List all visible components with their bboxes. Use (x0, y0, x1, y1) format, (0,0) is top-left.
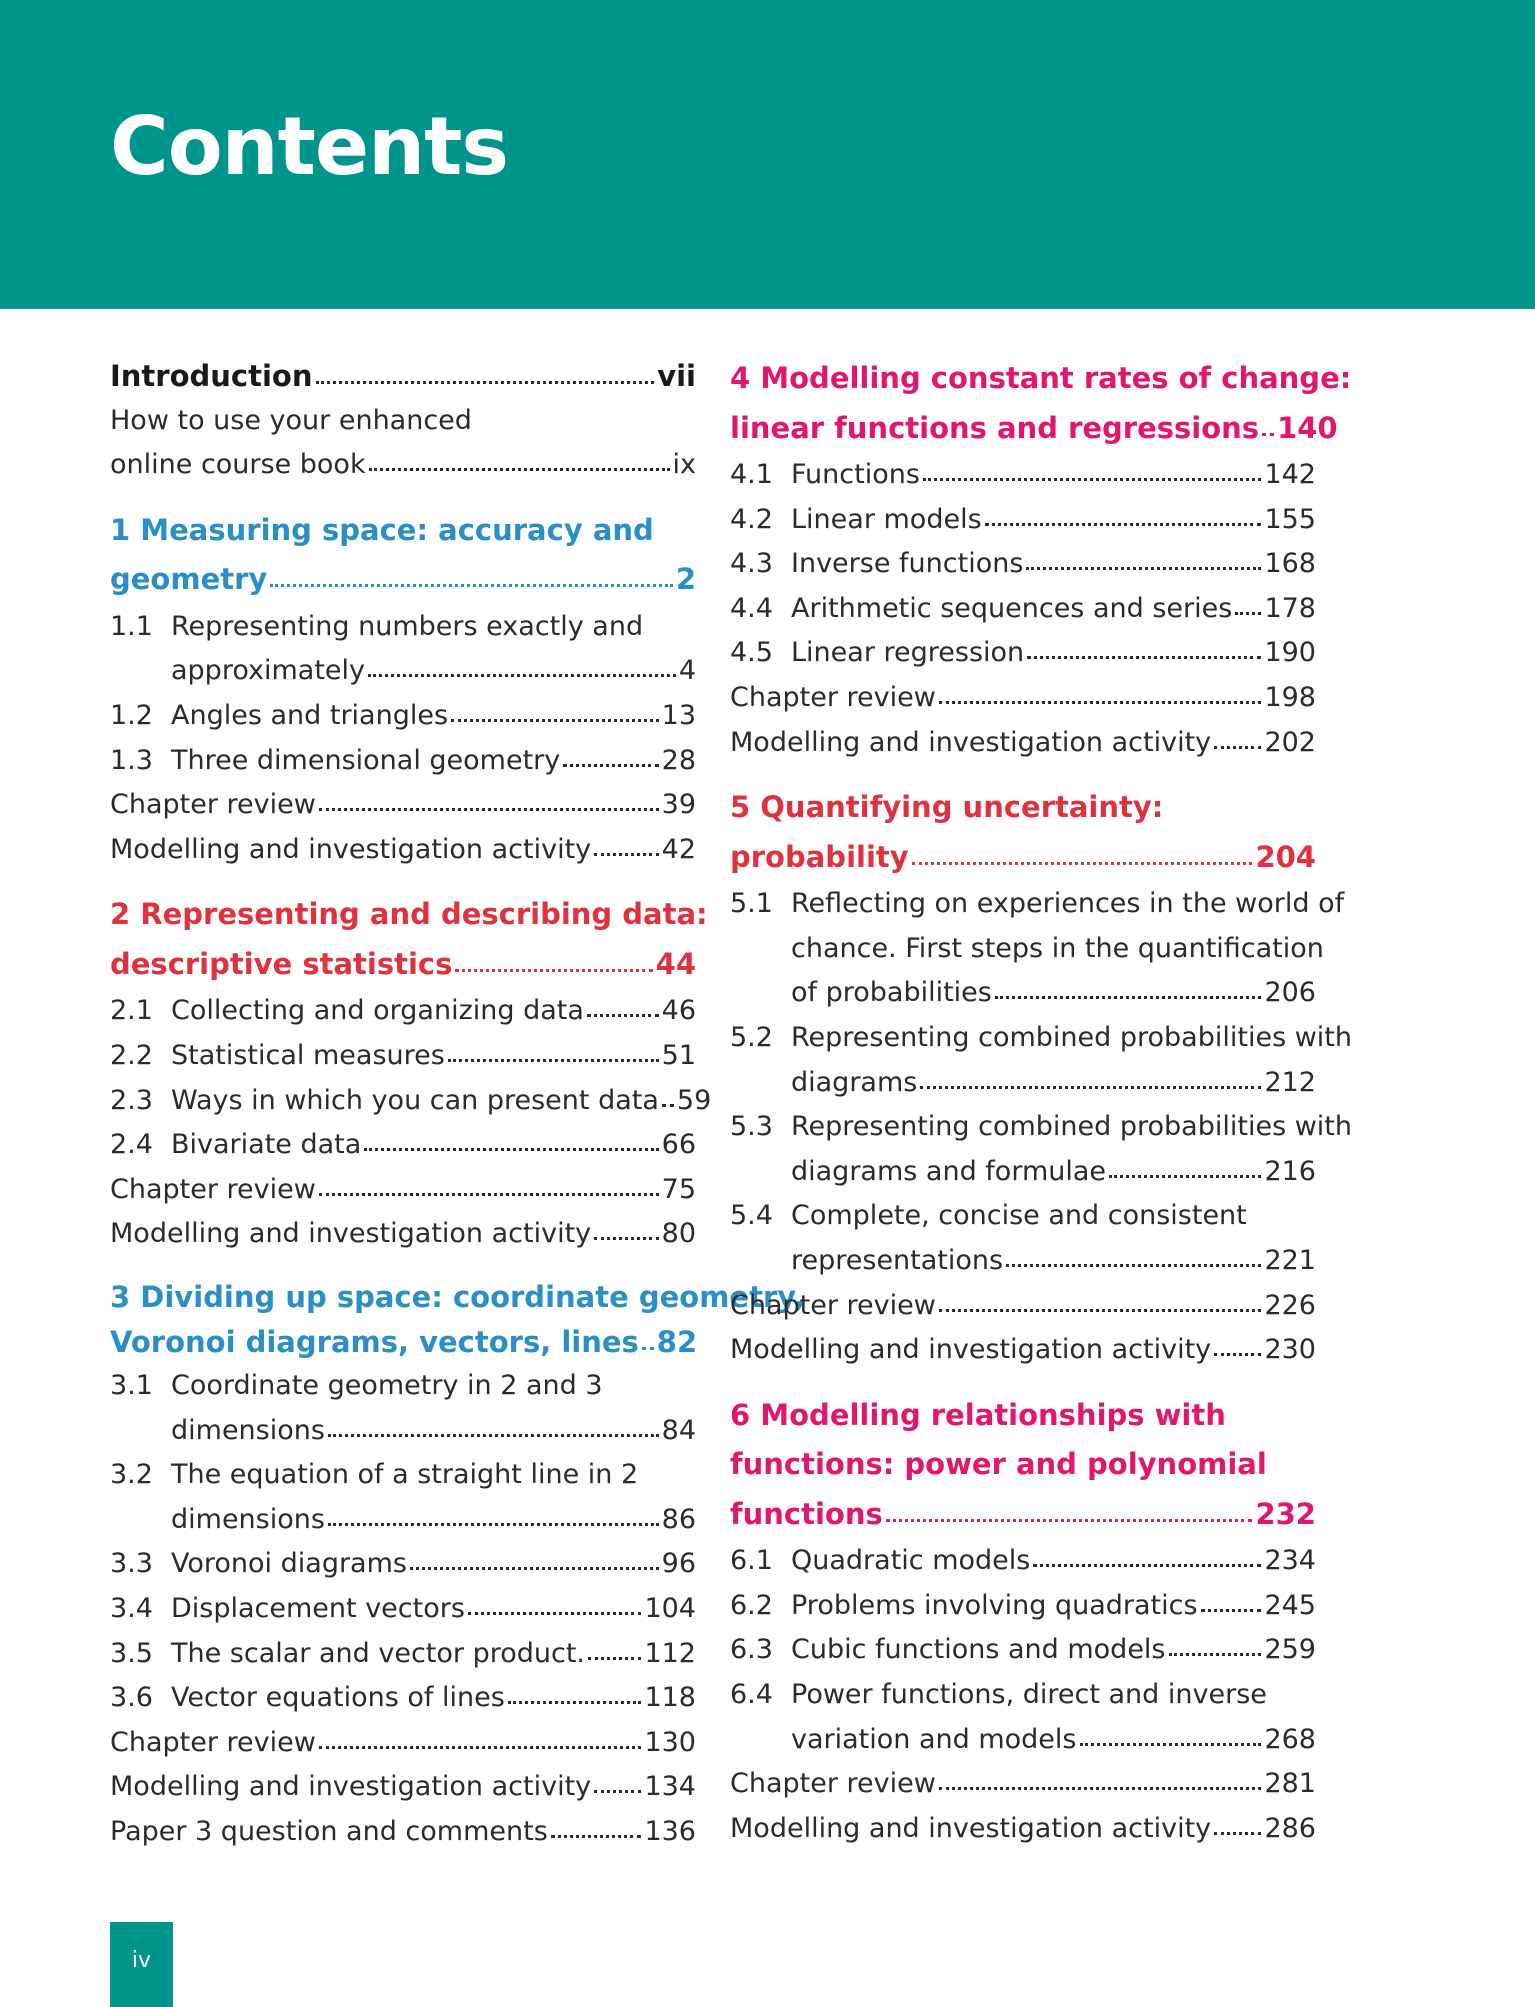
entry-label: online course book (110, 449, 366, 481)
toc-entry-1-3[interactable]: 1.3 Three dimensional geometry 28 (110, 744, 696, 776)
leader-dots (939, 701, 1262, 704)
toc-entry-6-review[interactable]: Chapter review 281 (730, 1768, 1316, 1800)
toc-entry-5-3[interactable]: diagrams and formulae 216 (791, 1155, 1316, 1187)
leader-dots (1235, 612, 1261, 615)
chapter-title-line: geometry (110, 562, 268, 597)
leader-dots (368, 674, 676, 677)
chapter-5-heading[interactable] (730, 783, 1316, 882)
toc-entry-5-1-line1[interactable]: 5.1 Reflecting on experiences in the world of (730, 888, 1345, 920)
toc-entry-5-2-line1[interactable]: 5.2 Representing combined probabilities with (730, 1021, 1353, 1053)
chapter-page: 232 (1255, 1496, 1316, 1531)
leader-dots (468, 1612, 642, 1615)
leader-dots (985, 523, 1262, 526)
chapter-title-line: functions: power and polynomial (730, 1447, 1267, 1482)
leader-dots (451, 719, 659, 722)
toc-entry-3-1[interactable]: dimensions 84 (171, 1414, 696, 1446)
toc-entry-5-2[interactable]: diagrams 212 (791, 1066, 1316, 1098)
chapter-title-line: 1 Measuring space: accuracy and (110, 512, 654, 547)
leader-dots (642, 1347, 654, 1350)
leader-dots (594, 853, 658, 856)
leader-dots (1262, 433, 1274, 436)
chapter-title-line: functions (730, 1496, 883, 1531)
toc-entry-1-review[interactable]: Chapter review 39 (110, 789, 696, 821)
leader-dots (328, 1523, 659, 1526)
toc-entry-4-5[interactable]: 4.5 Linear regression 190 (730, 637, 1316, 669)
toc-entry-6-1[interactable]: 6.1 Quadratic models 234 (730, 1545, 1316, 1577)
chapter-page: 44 (655, 946, 696, 981)
chapter-title-line: descriptive statistics (110, 946, 453, 981)
leader-dots (995, 996, 1262, 999)
leader-dots (1026, 567, 1261, 570)
leader-dots (1169, 1653, 1262, 1656)
toc-entry-4-review[interactable]: Chapter review 198 (730, 681, 1316, 713)
entry-label: Introduction (110, 359, 313, 393)
toc-entry-4-4[interactable]: 4.4 Arithmetic sequences and series 178 (730, 592, 1316, 624)
toc-entry-3-2-line1[interactable]: 3.2 The equation of a straight line in 2 (110, 1459, 639, 1491)
leader-dots (328, 1434, 659, 1437)
chapter-title-line: 5 Quantifying uncertainty: (730, 790, 1164, 825)
leader-dots (1201, 1609, 1262, 1612)
toc-entry-1-activity[interactable]: Modelling and investigation activity 42 (110, 833, 696, 865)
toc-entry-5-activity[interactable]: Modelling and investigation activity 230 (730, 1334, 1316, 1366)
toc-entry-5-1[interactable]: of probabilities 206 (791, 977, 1316, 1009)
toc-entry-2-3[interactable]: 2.3 Ways in which you can present data 59 (110, 1084, 712, 1116)
toc-entry-1-2[interactable]: 1.2 Angles and triangles 13 (110, 699, 696, 731)
chapter-page: 140 (1277, 410, 1338, 445)
chapter-title-line: 4 Modelling constant rates of change: (730, 361, 1352, 395)
chapter-2-heading[interactable] (110, 890, 708, 989)
chapter-title-line: linear functions and regressions (730, 410, 1260, 445)
toc-entry-6-activity[interactable]: Modelling and investigation activity 286 (730, 1812, 1316, 1844)
leader-dots (1214, 1832, 1261, 1835)
chapter-title-line: 3 Dividing up space: coordinate geometry, (110, 1279, 805, 1314)
chapter-page: 82 (656, 1324, 698, 1359)
toc-entry-1-1-line1[interactable]: 1.1 Representing numbers exactly and (110, 610, 644, 642)
entry-page: ix (672, 449, 696, 481)
chapter-3-heading[interactable] (110, 1275, 805, 1364)
leader-dots (1033, 1564, 1261, 1567)
header-banner (0, 0, 1535, 309)
leader-dots (316, 381, 655, 384)
leader-dots (920, 1086, 1261, 1089)
toc-entry-5-4[interactable]: representations 221 (791, 1244, 1316, 1276)
chapter-page: 204 (1255, 839, 1316, 874)
leader-dots (1027, 656, 1261, 659)
toc-entry-4-activity[interactable]: Modelling and investigation activity 202 (730, 726, 1316, 758)
leader-dots (939, 1309, 1262, 1312)
toc-entry-howto[interactable] (110, 443, 696, 488)
leader-dots (369, 468, 670, 471)
toc-left-column (110, 354, 805, 1855)
leader-dots (886, 1519, 1253, 1522)
toc-entry-4-1[interactable]: 4.1 Functions 142 (730, 459, 1316, 490)
toc-entry-3-6[interactable]: 3.6 Vector equations of lines 118 (110, 1682, 696, 1714)
leader-dots (923, 478, 1262, 481)
chapter-title-line: 2 Representing and describing data: (110, 897, 708, 932)
leader-dots (1214, 746, 1261, 749)
page-number-tab: iv (110, 1922, 173, 2007)
toc-entry-introduction[interactable] (110, 354, 696, 399)
page-title: Contents (110, 100, 508, 193)
toc-entry-2-review[interactable]: Chapter review 75 (110, 1173, 696, 1205)
chapter-6-heading[interactable] (730, 1391, 1316, 1540)
leader-dots (588, 1657, 641, 1660)
leader-dots (662, 1104, 674, 1107)
toc-entry-5-1-line2[interactable]: chance. First steps in the quantification (791, 932, 1324, 964)
toc-entry-3-5[interactable]: 3.5 The scalar and vector product. 112 (110, 1637, 696, 1669)
toc-entry-3-3[interactable]: 3.3 Voronoi diagrams 96 (110, 1548, 696, 1580)
toc-entry-3-2[interactable]: dimensions 86 (171, 1503, 696, 1535)
chapter-4-heading[interactable] (730, 354, 1352, 453)
toc-entry-3-review[interactable]: Chapter review 130 (110, 1726, 696, 1758)
leader-dots (410, 1567, 659, 1570)
toc-right-column (730, 354, 1353, 1851)
toc-entry-6-4[interactable]: variation and models 268 (791, 1723, 1316, 1755)
toc-entry-3-1-line1[interactable]: 3.1 Coordinate geometry in 2 and 3 (110, 1370, 603, 1402)
toc-entry-3-activity[interactable]: Modelling and investigation activity 134 (110, 1771, 696, 1803)
toc-entry-5-3-line1[interactable]: 5.3 Representing combined probabilities with (730, 1111, 1353, 1143)
chapter-title-line: probability (730, 839, 909, 874)
leader-dots (270, 584, 673, 587)
toc-entry-3-paper3[interactable]: Paper 3 question and comments 136 (110, 1816, 696, 1848)
leader-dots (319, 1746, 642, 1749)
toc-entry-6-2[interactable]: 6.2 Problems involving quadratics 245 (730, 1589, 1316, 1621)
entry-page: vii (657, 359, 696, 393)
leader-dots (1006, 1264, 1261, 1267)
leader-dots (319, 1193, 659, 1196)
toc-entry-3-4[interactable]: 3.4 Displacement vectors 104 (110, 1593, 696, 1625)
leader-dots (594, 1237, 658, 1240)
leader-dots (551, 1835, 642, 1838)
chapter-1-heading[interactable] (110, 506, 696, 605)
toc-entry-4-3[interactable]: 4.3 Inverse functions 168 (730, 548, 1316, 580)
leader-dots (1109, 1175, 1261, 1178)
leader-dots (1214, 1353, 1261, 1356)
chapter-title-line: 6 Modelling relationships with (730, 1397, 1226, 1432)
toc-entry-2-activity[interactable]: Modelling and investigation activity 80 (110, 1218, 696, 1250)
leader-dots (448, 1059, 659, 1062)
leader-dots (319, 808, 659, 811)
leader-dots (912, 862, 1253, 865)
leader-dots (594, 1790, 641, 1793)
toc-entry-2-1[interactable]: 2.1 Collecting and organizing data 46 (110, 995, 696, 1027)
toc-entry-6-4-line1[interactable]: 6.4 Power functions, direct and inverse (730, 1678, 1267, 1710)
leader-dots (508, 1701, 642, 1704)
leader-dots (1080, 1743, 1262, 1746)
toc-entry-2-2[interactable]: 2.2 Statistical measures 51 (110, 1039, 696, 1071)
leader-dots (455, 969, 652, 972)
toc-entry-5-4-line1[interactable]: 5.4 Complete, concise and consistent (730, 1200, 1247, 1232)
toc-entry-2-4[interactable]: 2.4 Bivariate data 66 (110, 1129, 696, 1161)
leader-dots (587, 1014, 659, 1017)
toc-entry-6-3[interactable]: 6.3 Cubic functions and models 259 (730, 1634, 1316, 1666)
toc-entry-5-review[interactable]: Chapter review 226 (730, 1289, 1316, 1321)
leader-dots (364, 1148, 658, 1151)
toc-entry-howto-line1[interactable]: How to use your enhanced (110, 404, 472, 436)
leader-dots (939, 1787, 1262, 1790)
toc-entry-1-1[interactable]: approximately 4 (171, 655, 696, 687)
chapter-title-line: Voronoi diagrams, vectors, lines (110, 1324, 639, 1359)
toc-entry-4-2[interactable]: 4.2 Linear models 155 (730, 503, 1316, 535)
chapter-page: 2 (675, 562, 696, 597)
leader-dots (563, 764, 658, 767)
